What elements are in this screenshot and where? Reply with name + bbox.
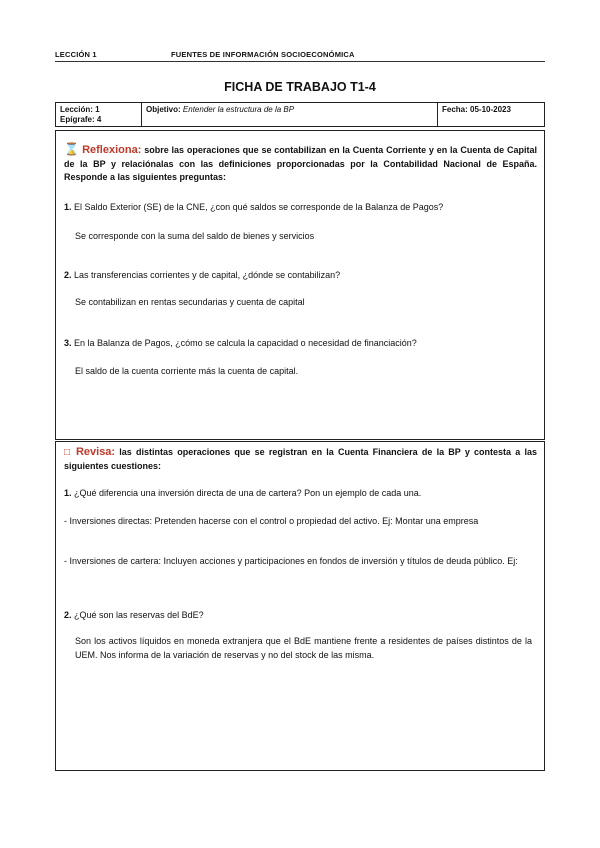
question-number: 1. <box>64 202 72 212</box>
revisa-text: las distintas operaciones que se registran en la Cuenta Financiera de la BP y contesta a las siguientes cuestiones: <box>64 447 537 471</box>
bullet-direct-investment: - Inversiones directas: Pretenden hacerse con el control o propiedad del activo. Ej: Montar una empresa <box>64 516 479 526</box>
reflexiona-intro <box>64 143 537 185</box>
reflexiona-keyword: Reflexiona: <box>82 144 142 156</box>
question-number: 2. <box>64 270 72 280</box>
revisa-intro <box>64 446 537 473</box>
question-text: ¿Qué diferencia una inversión directa de una de cartera? Pon un ejemplo de cada una. <box>74 488 422 498</box>
header-divider <box>55 61 545 62</box>
info-table <box>55 102 545 127</box>
revisa-keyword: Revisa: <box>75 446 116 458</box>
page-title: FICHA DE TRABAJO T1-4 <box>224 80 376 94</box>
question-text: Las transferencias corrientes y de capital, ¿dónde se contabilizan? <box>74 270 341 280</box>
question-number: 1. <box>64 488 72 498</box>
objective-cell <box>142 103 438 126</box>
square-icon: □ <box>64 447 72 458</box>
question-text: ¿Qué son las reservas del BdE? <box>74 610 204 620</box>
header-lesson: LECCIÓN 1 <box>55 50 97 59</box>
revisa-section <box>55 441 545 771</box>
header-topic: FUENTES DE INFORMACIÓN SOCIOECONÓMICA <box>171 50 355 59</box>
question-number: 2. <box>64 610 72 620</box>
lesson-value: Lección: 1 <box>60 105 100 114</box>
question-number: 3. <box>64 338 72 348</box>
question-text: En la Balanza de Pagos, ¿cómo se calcula la capacidad o necesidad de financiación? <box>74 338 417 348</box>
revisa-question-1 <box>64 487 537 500</box>
epigraph-value: Epígrafe: 4 <box>60 115 102 124</box>
objective-value: Entender la estructura de la BP <box>182 105 295 114</box>
answer-1: Se corresponde con la suma del saldo de bienes y servicios <box>75 231 315 241</box>
answer-reserves: Son los activos líquidos en moneda extranjera que el BdE mantiene frente a residentes de países distintos de la UEM. Nos informa de la variación de reservas y no del stock de las misma. <box>75 636 532 660</box>
question-3 <box>64 337 537 350</box>
question-text: El Saldo Exterior (SE) de la CNE, ¿con qué saldos se corresponde de la Balanza de Pagos? <box>74 202 444 212</box>
answer-3: El saldo de la cuenta corriente más la cuenta de capital. <box>75 366 299 376</box>
revisa-question-2 <box>64 609 537 622</box>
reflexiona-section <box>55 130 545 440</box>
question-1 <box>64 201 537 214</box>
objective-label: Objetivo: <box>146 105 181 114</box>
date-cell: Fecha: 05-10-2023 <box>442 105 511 114</box>
bullet-portfolio-investment: - Inversiones de cartera: Incluyen acciones y participaciones en fondos de inversión y títulos de deuda público. Ej: <box>64 556 518 566</box>
reflexiona-text: sobre las operaciones que se contabilizan en la Cuenta Corriente y en la Cuenta de Capital de la BP y relaciónalas con las definiciones proporcionadas por la Contabilidad Nacional de España. Responde a las siguientes preguntas: <box>64 145 537 182</box>
lesson-cell <box>56 103 142 126</box>
question-2 <box>64 269 537 282</box>
hourglass-icon: ⌛ <box>64 142 80 156</box>
answer-2: Se contabilizan en rentas secundarias y cuenta de capital <box>75 297 305 307</box>
